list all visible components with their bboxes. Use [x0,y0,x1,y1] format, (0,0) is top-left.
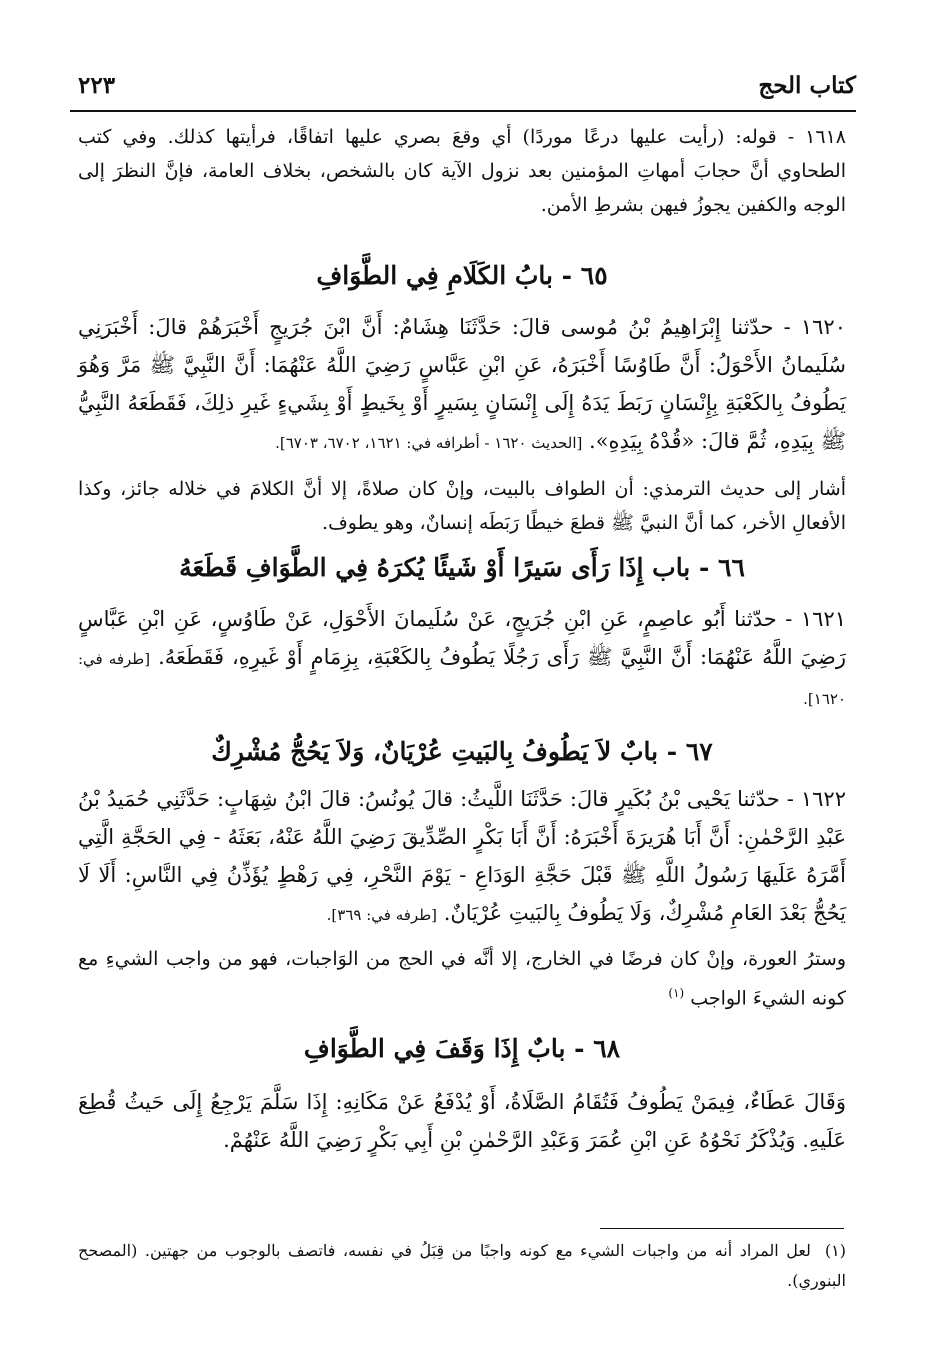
book-title: كتاب الحج [758,72,856,99]
hadith-1622-text: ١٦٢٢ - حدّثنا يَحْيى بْنُ بُكَيرٍ قالَ: حَدَّثَنَا اللَّيثُ: قالَ يُونُسُ: قالَ ابْنُ شِهَابٍ: حَدَّثَنِي حُمَيدُ بْنُ عَبْدِ الرَّحْمٰنِ: أَنَّ أَبَا هُرَيرَةَ أَخْبَرَهُ: أَنَّ أَبَا بَكْرٍ الصِّدِّيقَ رَضِيَ اللَّهُ عَنْهُ، بَعَثَهُ - فِي الحَجَّةِ الَّتِي أَمَّرَهُ عَلَيهَا رَسُولُ اللَّهِ ﷺ قَبْلَ حَجَّةِ الوَدَاعِ - يَوْمَ النَّحْرِ، فِي رَهْطٍ يُؤَذِّنُ فِي النَّاسِ: أَلَا لَا يَحُجُّ بَعْدَ العَامِ مُشْرِكٌ، وَلَا يَطُوفُ بِالبَيتِ عُرْيَانٌ. [78,787,846,925]
running-header [70,70,856,112]
chapter-heading-66: ٦٦ - باب إِذَا رَأَى سَيرًا أَوْ شَيئًا يُكرَهُ فِي الطَّوَافِ قَطَعَهُ [179,553,745,582]
text-68: وَقَالَ عَطَاءٌ، فِيمَنْ يَطُوفُ فَتُقَامُ الصَّلَاةُ، أَوْ يُدْفَعُ عَنْ مَكَانِهِ: إِذَا سَلَّمَ يَرْجِعُ إِلَى حَيثُ قُطِعَ عَلَيهِ. وَيُذْكَرُ نَحْوُهُ عَنِ ابْنِ عُمَرَ وَعَبْدِ الرَّحْمٰنِ بْنِ أَبِي بَكْرٍ رَضِيَ اللَّهُ عَنْهُمْ. [78,1090,846,1153]
hadith-1621-reference: [طرفه في: ١٦٢٠]. [78,650,846,708]
commentary-65: أشار إلى حديث الترمذي: أن الطواف بالبيت، وإنْ كان صلاةً، إلا أنَّ الكلامَ في خلاله جائز، وكذا الأفعالِ الأخر، كما أنَّ النبيَّ ﷺ قطعَ خيطًا رَبَطَه إنسانٌ، وهو يطوف. [78,478,846,534]
footnote [78,1236,846,1296]
hadith-1622-reference: [طرفه في: ٣٦٩]. [326,906,437,924]
hadith-1621 [78,600,846,718]
commentary-67-text: وسترُ العورة، وإنْ كان فرضًا في الخارج، إلا أنَّه في الحج من الوَاجبات، فهو من واجب الشيءِ مع كونه الشيءَ الواجب [78,948,846,1010]
footnote-separator [600,1228,844,1229]
chapter-heading-67: ٦٧ - بابٌ لاَ يَطُوفُ بِالبَيتِ عُرْيَانٌ، وَلاَ يَحُجُّ مُشْرِكٌ [211,737,713,766]
hadith-1620-reference: [الحديث ١٦٢٠ - أطرافه في: ١٦٢١، ٦٧٠٢، ٦٧٠٣]. [275,434,583,452]
hadith-1620 [78,308,846,462]
commentary-1618: ١٦١٨ - قوله: (رأيت عليها درعًا موردًا) أي وقعَ بصري عليها اتفاقًا، فرأيتها كذلك. وفي كتب الطحاوي أنَّ حجابَ أمهاتِ المؤمنين بعد نزول الآية كان بالشخص، بخلاف العامة، فإنَّ النظرَ إلى الوجه والكفين يجوزُ فيهن بشرطِ الأمن. [78,126,846,216]
footnote-marker: (١) [668,986,685,1000]
hadith-1622 [78,780,846,934]
commentary-67 [78,942,846,1015]
hadith-1621-text: ١٦٢١ - حدّثنا أَبُو عاصِمٍ، عَنِ ابْنِ جُرَيجٍ، عَنْ سُلَيمانَ الأَحْوَلِ، عَنْ طَاوُسٍ، عَنِ ابْنِ عَبَّاسٍ رَضِيَ اللَّهُ عَنْهُمَا: أَنَّ النَّبِيَّ ﷺ رَأَى رَجُلًا يَطُوفُ بِالكَعْبَةِ، بِزِمَامٍ أَوْ غَيرِهِ، فَقَطَعَهُ. [78,607,846,669]
chapter-heading-65: ٦٥ - بابُ الكَلَامِ فِي الطَّوَافِ [316,261,608,290]
hadith-1620-text: ١٦٢٠ - حدّثنا إِبْرَاهِيمُ بْنُ مُوسى قالَ: حَدَّثَنَا هِشَامٌ: أَنَّ ابْنَ جُرَيجٍ أَخْبَرَهُمْ قالَ: أَخْبَرَنِي سُلَيمانُ الأَحْوَلُ: أَنَّ طَاوُسًا أَخْبَرَهُ، عَنِ ابْنِ عَبَّاسٍ رَضِيَ اللَّهُ عَنْهُمَا: أَنَّ النَّبِيَّ ﷺ مَرَّ وَهُوَ يَطُوفُ بِالكَعْبَةِ بِإِنْسَانٍ رَبَطَ يَدَهُ إِلَى إِنْسَانٍ بِسَيرٍ أَوْ بِخَيطٍ أَوْ بِشَيءٍ غَيرِ ذلِكَ، فَقَطَعَهُ النَّبِيُّ ﷺ بِيَدِهِ، ثُمَّ قالَ: «قُدْهُ بِيَدِهِ». [78,315,846,453]
page-body [78,120,846,1159]
footnote-number: (١) [824,1241,846,1260]
chapter-heading-68: ٦٨ - بابٌ إِذَا وَقَفَ فِي الطَّوَافِ [303,1034,621,1064]
page-number: ٢٢٣ [78,72,116,99]
footnote-text: لعل المراد أنه من واجبات الشيء مع كونه واجبًا من قِبَلُ في نفسه، فاتصف بالوجوب من جهتين. (المصحح البنوري). [78,1241,846,1290]
